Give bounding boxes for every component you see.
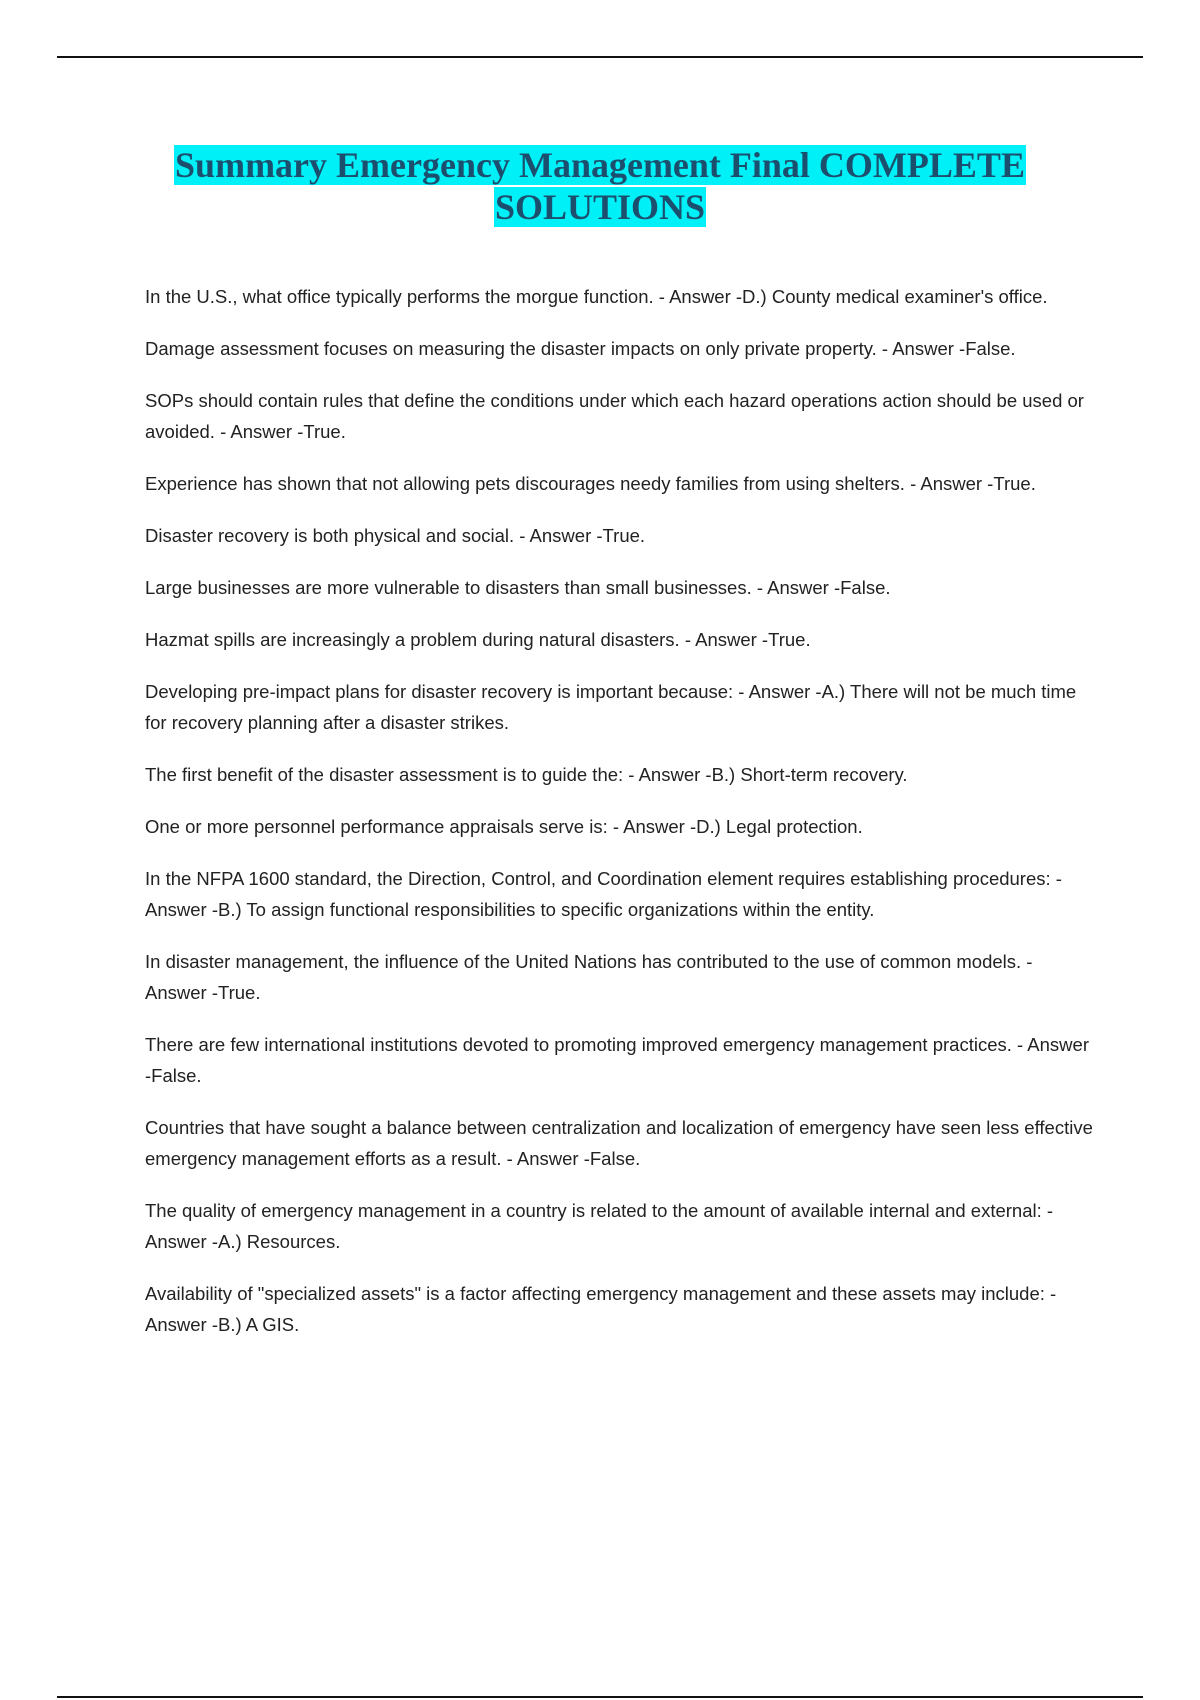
title-line-1: Summary Emergency Management Final COMPLETE bbox=[175, 145, 1025, 185]
qa-list bbox=[145, 281, 1095, 1361]
qa-item: Large businesses are more vulnerable to disasters than small businesses. - Answer -False. bbox=[145, 577, 891, 598]
title-line-2: SOLUTIONS bbox=[494, 187, 706, 227]
qa-item: Damage assessment focuses on measuring the disaster impacts on only private property. - Answer -False. bbox=[145, 338, 1016, 359]
qa-item: Experience has shown that not allowing pets discourages needy families from using shelters. - Answer -True. bbox=[145, 473, 1036, 494]
header-rule bbox=[57, 56, 1143, 58]
qa-item: Countries that have sought a balance between centralization and localization of emergency have seen less effective emergency management efforts as a result. - Answer -False. bbox=[145, 1117, 1093, 1169]
qa-item: In the U.S., what office typically performs the morgue function. - Answer -D.) County medical examiner's office. bbox=[145, 286, 1048, 307]
qa-item: In disaster management, the influence of the United Nations has contributed to the use of common models. - Answer -True. bbox=[145, 951, 1033, 1003]
qa-item: In the NFPA 1600 standard, the Direction, Control, and Coordination element requires establishing procedures: - Answer -B.) To assign functional responsibilities to specific organizations within the entity. bbox=[145, 868, 1062, 920]
qa-item: Developing pre-impact plans for disaster recovery is important because: - Answer -A.) There will not be much time for recovery planning after a disaster strikes. bbox=[145, 681, 1077, 733]
qa-item: There are few international institutions devoted to promoting improved emergency management practices. - Answer -False. bbox=[145, 1034, 1089, 1086]
qa-item: SOPs should contain rules that define the conditions under which each hazard operations action should be used or avoided. - Answer -True. bbox=[145, 390, 1084, 442]
qa-item: The first benefit of the disaster assessment is to guide the: - Answer -B.) Short-term recovery. bbox=[145, 764, 908, 785]
qa-item: Hazmat spills are increasingly a problem during natural disasters. - Answer -True. bbox=[145, 629, 811, 650]
qa-item: One or more personnel performance appraisals serve is: - Answer -D.) Legal protection. bbox=[145, 816, 863, 837]
qa-item: Availability of "specialized assets" is a factor affecting emergency management and these assets may include: - Answer -B.) A GIS. bbox=[145, 1283, 1057, 1335]
qa-item: The quality of emergency management in a country is related to the amount of available internal and external: - Answer -A.) Resources. bbox=[145, 1200, 1054, 1252]
document-title bbox=[100, 144, 1100, 228]
footer-rule bbox=[57, 1696, 1143, 1698]
qa-item: Disaster recovery is both physical and social. - Answer -True. bbox=[145, 525, 646, 546]
